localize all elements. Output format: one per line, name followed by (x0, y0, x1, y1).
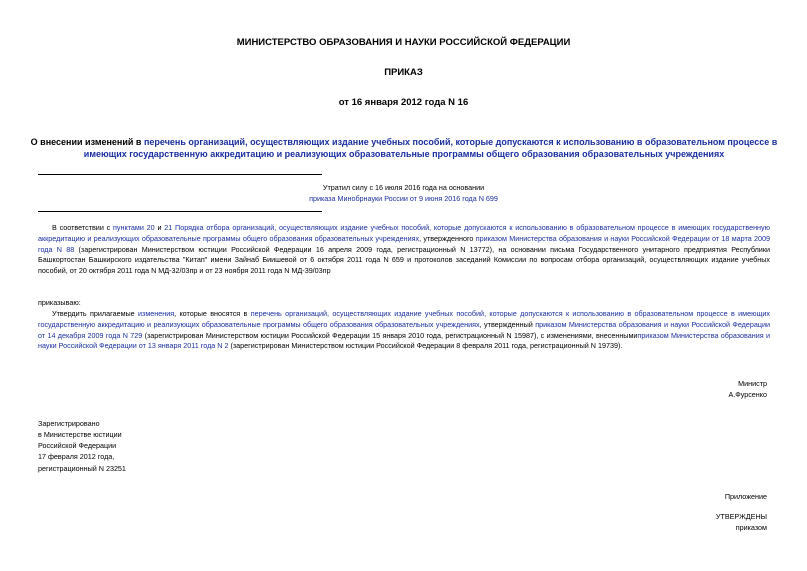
operative-text-2: , которые вносятся в (174, 309, 251, 318)
ministry-heading: МИНИСТЕРСТВО ОБРАЗОВАНИЯ И НАУКИ РОССИЙСКОЙ ФЕДЕРАЦИИ (236, 37, 571, 48)
registration-block (38, 418, 126, 474)
divider-top (38, 174, 322, 175)
preamble-text-2: и (154, 223, 165, 232)
doc-type-heading: ПРИКАЗ (384, 67, 423, 78)
operative-text-1: Утвердить прилагаемые (52, 309, 139, 318)
operative-text-4: (зарегистрирован Министерством юстиции Российской Федерации 15 января 2010 года, регистрационный N 15987), с изменениями, внесенными (142, 330, 638, 340)
operative-text-3: , утвержденный (479, 319, 536, 329)
title-link[interactable]: перечень организаций, осуществляющих издание учебных пособий, которые допускаются к использованию в образовательном процессе в имеющих государственную аккредитацию и реализующих образовательные программы общего образования образовательных учреждениях (83, 137, 778, 159)
link-list[interactable]: перечень организаций, осуществляющих издание учебных пособий, которые допускаются к использованию в образовательном процессе в имеющих государственную аккредитацию и реализующих образовательные программы общего образования образовательных учреждениях (38, 309, 770, 329)
preamble-text-4: (зарегистрирован Министерством юстиции Российской Федерации 16 апреля 2009 года, регистрационный N 13772), на основании письма Государственного унитарного предприятия Республики Башкортостан Башкирского издательства "Китап" имени Зайнаб Биишевой от 6 октября 2011 года N 659 и протоколов заседаний Комиссии по вопросам отбора организаций, осуществляющих издание учебных пособий, от 20 октября 2011 года N МД-32/03пр и от 23 ноября 2011 года N МД-39/03пр (38, 244, 770, 276)
link-changes[interactable]: изменения (138, 309, 175, 318)
link-order-2[interactable]: приказом Министерства образования и науки Российской Федерации от 13 января 2011 года N 2 (38, 330, 770, 351)
signature-block (728, 378, 767, 400)
link-order-procedure[interactable]: 21 Порядка отбора организаций, осуществляющих издание учебных пособий, которые допускаются к использованию в образовательном процессе в имеющих государственную аккредитацию и реализующих образовательные программы общего образования образовательных учреждениях (38, 223, 770, 243)
divider-bottom (38, 211, 322, 212)
registration-line: 17 февраля 2012 года, (38, 452, 115, 462)
status-text: Утратил силу с 16 июля 2016 года на основании (322, 183, 485, 192)
status-link[interactable]: приказа Минобрнауки России от 9 июня 2016 года N 699 (309, 193, 498, 203)
status-note (0, 183, 807, 205)
link-order-729[interactable]: приказом Министерства образования и науки Российской Федерации от 14 декабря 2009 года N 729 (38, 319, 771, 340)
doc-date-number: от 16 января 2012 года N 16 (338, 97, 469, 108)
preamble-paragraph (38, 223, 770, 277)
title-text: О внесении изменений в (30, 137, 144, 147)
registration-line: Российской Федерации (38, 441, 117, 451)
appendix-label: Приложение (724, 492, 767, 501)
appendix-approval (716, 511, 767, 533)
link-item-20[interactable]: пунктами 20 (113, 223, 155, 232)
registration-line: регистрационный N 23251 (38, 463, 126, 473)
signature-position: Министр (738, 379, 767, 388)
preamble-text-1: В соответствии с (52, 223, 114, 232)
link-order-88[interactable]: приказом Министерства образования и науки Российской Федерации от 18 марта 2009 года N 88 (38, 233, 770, 254)
operative-text-5: (зарегистрирован Министерством юстиции Российской Федерации 8 февраля 2011 года, регистрационный N 19739). (228, 341, 623, 351)
registration-line: Зарегистрировано (38, 419, 100, 428)
by-order-label: приказом (735, 523, 767, 533)
doc-title (30, 137, 778, 160)
approved-label: УТВЕРЖДЕНЫ (715, 512, 767, 521)
operative-paragraph (38, 309, 770, 352)
registration-line: в Министерстве юстиции (38, 430, 122, 440)
order-word: приказываю: (38, 298, 81, 307)
signature-name: А.Фурсенко (728, 390, 767, 400)
preamble-text-3: , утвержденного (419, 233, 476, 243)
